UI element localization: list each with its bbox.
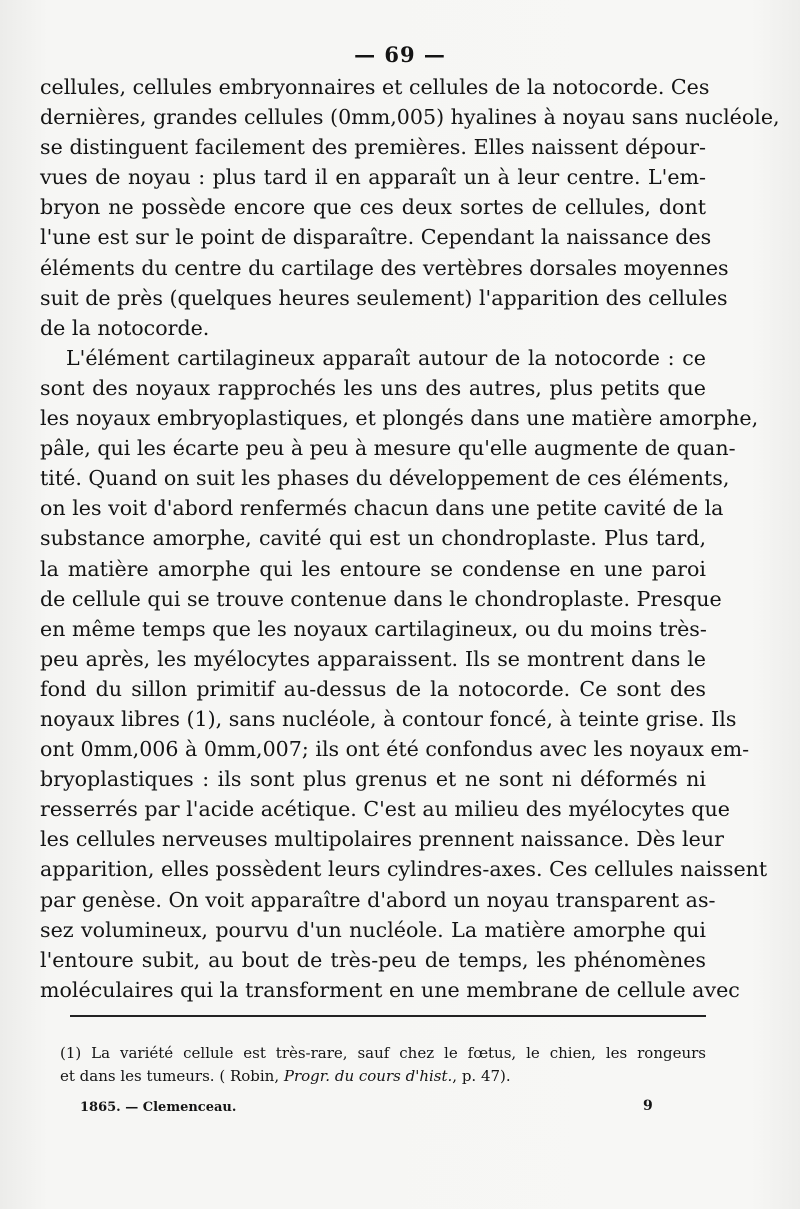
text-line: apparition, elles possèdent leurs cylindres-axes. Ces cellules naissent [40,857,768,882]
text-line: on les voit d'abord renfermés chacun dans une petite cavité de la [40,496,724,521]
footnote-line-2 [60,1065,706,1088]
text-line: moléculaires qui la transforment en une membrane de cellule avec [40,977,740,1002]
printer-signature: 1865. — Clemenceau. [80,1100,237,1115]
text-line: la matière amorphe qui les entoure se condense en une paroi [40,556,706,581]
text-line: resserrés par l'acide acétique. C'est au milieu des myélocytes que [40,797,730,822]
text-line: L'élément cartilagineux apparaît autour de la notocorde : ce [66,345,706,370]
footnote-line: (1) La variété cellule est très-rare, sauf chez le fœtus, le chien, les rongeurs [60,1044,706,1062]
text-line: vues de noyau : plus tard il en apparaît un à leur centre. L'em- [40,165,706,190]
text-line: de cellule qui se trouve contenue dans le chondroplaste. Presque [40,586,722,611]
text-line: pâle, qui les écarte peu à peu à mesure qu'elle augmente de quan- [40,436,736,461]
footnote-citation: Progr. du cours d'hist. [283,1067,453,1085]
text-line: l'entoure subit, au bout de très-peu de temps, les phénomènes [40,947,706,972]
text-line: l'une est sur le point de disparaître. Cependant la naissance des [40,225,712,250]
footnote-text: et dans les tumeurs. ( Robin, [60,1067,284,1085]
text-line: éléments du centre du cartilage des vertèbres dorsales moyennes [40,255,729,280]
text-line: fond du sillon primitif au-dessus de la notocorde. Ce sont des [40,676,706,701]
text-line: se distinguent facilement des premières. Elles naissent dépour- [40,135,706,160]
text-line: cellules, cellules embryonnaires et cellules de la notocorde. Ces [40,75,710,99]
text-line: noyaux libres (1), sans nucléole, à contour foncé, à teinte grise. Ils [40,706,737,731]
text-line: bryoplastiques : ils sont plus grenus et ne sont ni déformés ni [40,767,706,792]
footnote-text: , p. 47). [452,1067,511,1085]
text-line: dernières, grandes cellules (0mm,005) hyalines à noyau sans nucléole, [40,105,780,130]
text-line: tité. Quand on suit les phases du développement de ces éléments, [40,466,730,491]
text-line: substance amorphe, cavité qui est un chondroplaste. Plus tard, [40,526,706,551]
text-line: sez volumineux, pourvu d'un nucléole. La matière amorphe qui [40,917,706,942]
sheet-number: 9 [643,1098,653,1114]
text-line: peu après, les myélocytes apparaissent. Ils se montrent dans le [40,646,706,671]
text-line: suit de près (quelques heures seulement) l'apparition des cellules [40,285,728,310]
text-line: les noyaux embryoplastiques, et plongés dans une matière amorphe, [40,406,759,431]
paragraph-2 [40,343,768,1005]
page-number: — 69 — [354,42,446,67]
body-text [40,72,780,1005]
footnote [60,1042,706,1088]
text-line: de la notocorde. [40,315,210,340]
text-line: en même temps que les noyaux cartilagineux, ou du moins très- [40,616,707,641]
text-line: bryon ne possède encore que ces deux sortes de cellules, dont [40,195,706,220]
footnote-rule [70,1015,706,1017]
paragraph-1 [40,72,780,343]
text-line: les cellules nerveuses multipolaires prennent naissance. Dès leur [40,827,724,852]
text-line: par genèse. On voit apparaître d'abord un noyau transparent as- [40,887,716,912]
text-line: ont 0mm,006 à 0mm,007; ils ont été confondus avec les noyaux em- [40,737,750,762]
text-line: sont des noyaux rapprochés les uns des autres, plus petits que [40,375,706,400]
